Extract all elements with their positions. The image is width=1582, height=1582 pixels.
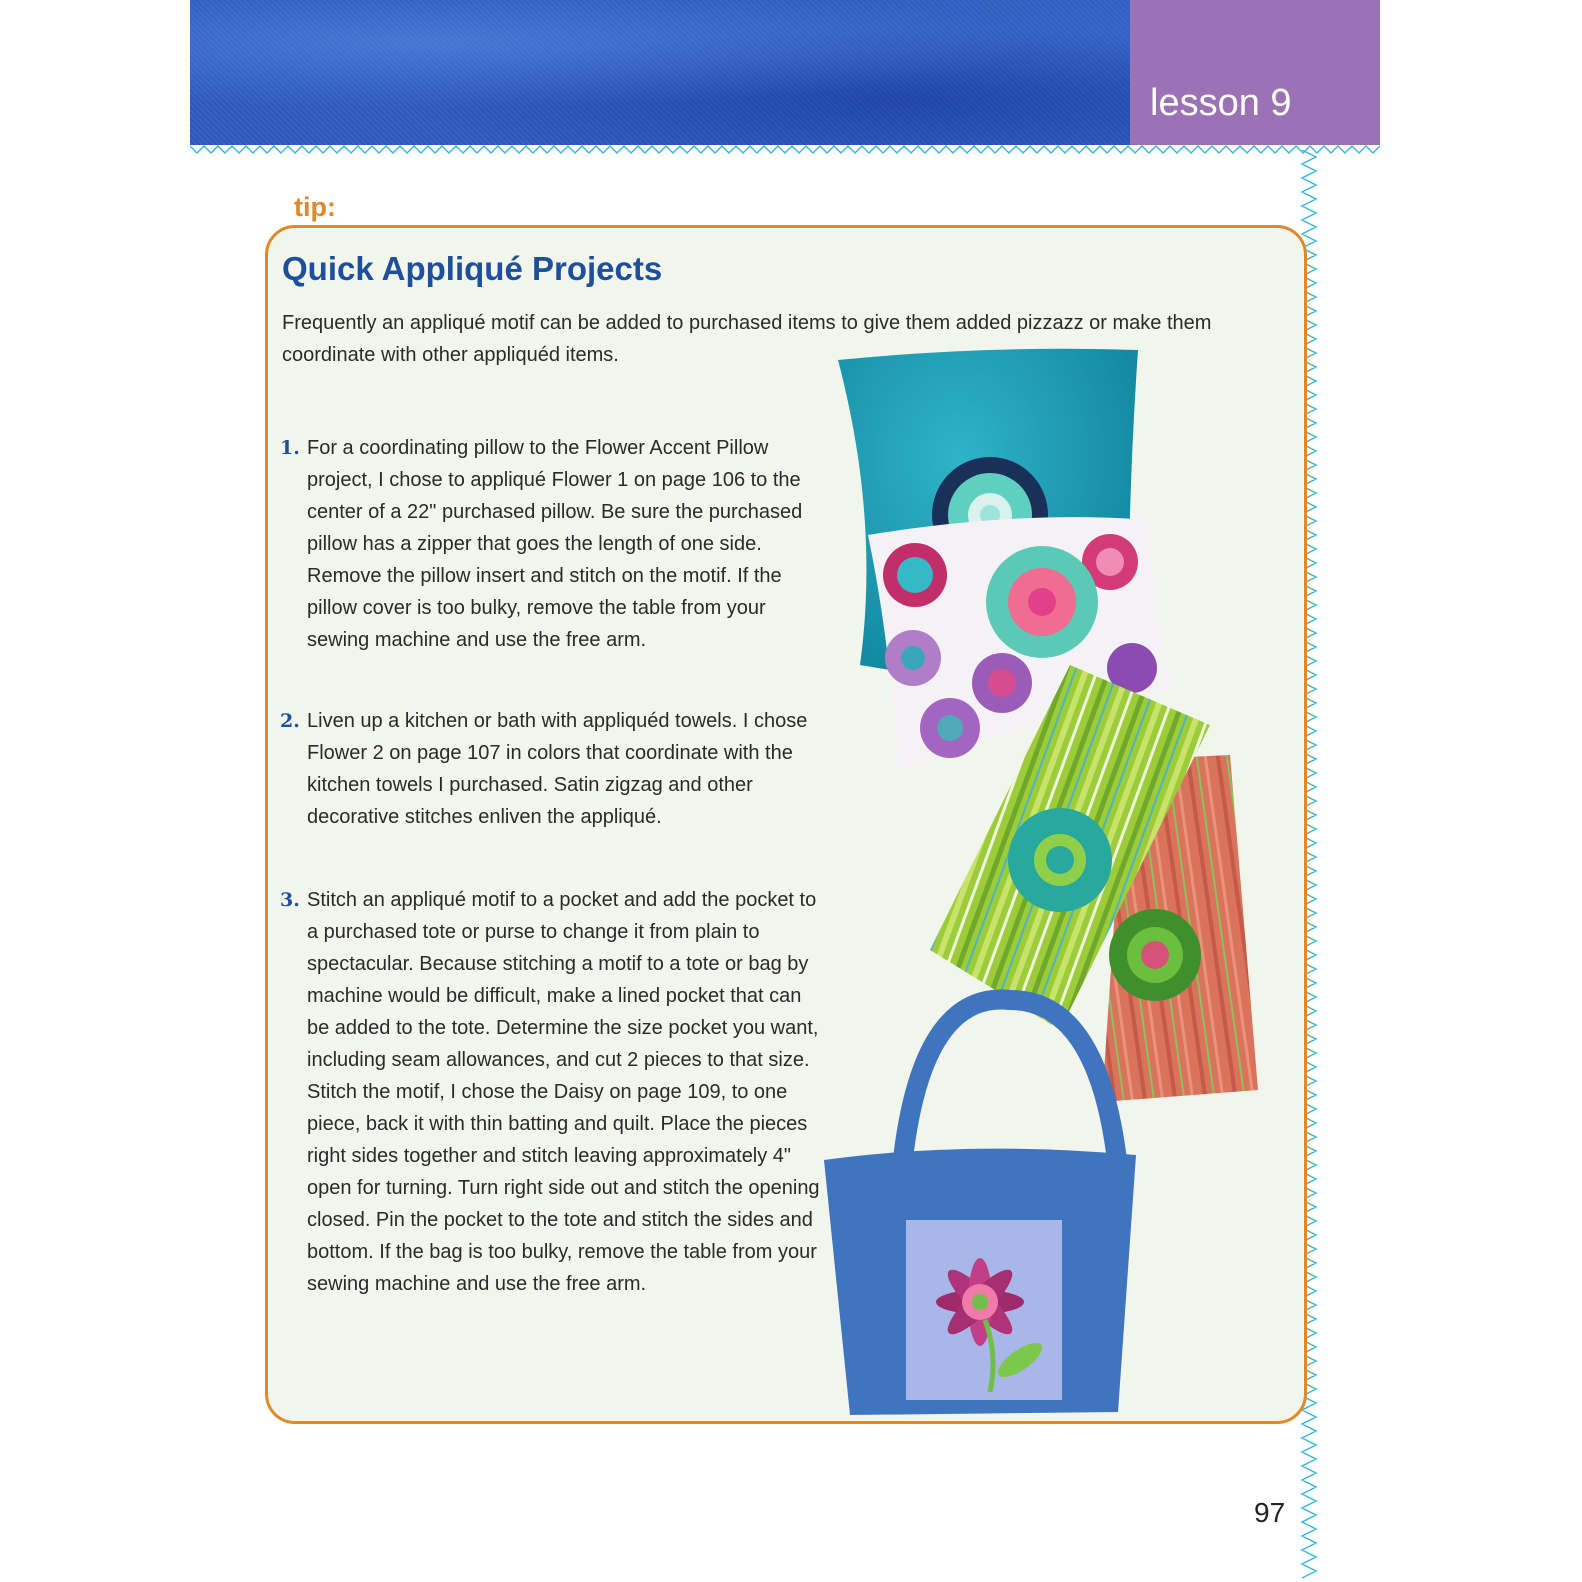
tote-bag [824, 1000, 1136, 1415]
step-number: 2. [280, 710, 300, 732]
zigzag-stitch-horizontal [190, 144, 1380, 156]
tip-label: tip: [294, 192, 336, 222]
step-text: Liven up a kitchen or bath with appliquéd towels. I chose Flower 2 on page 107 in colors that coordinate with the kitchen towels I purchased. Satin zigzag and other decorative stitches enliven the appliqué. [307, 710, 808, 828]
page-number: 97 [1254, 1497, 1286, 1528]
tip-title: Quick Appliqué Projects [282, 250, 663, 287]
step-text: Stitch an appliqué motif to a pocket and add the pocket to a purchased tote or purse to change it from plain to spectacular. Because stitching a motif to a tote or bag by machine would be difficult, make a lined pocket that can be added to the tote. Determine the size pocket you want, including seam allowances, and cut 2 pieces to that size. Stitch the motif, I chose the Daisy on page 109, to one piece, back it with thin batting and quilt. Place the pieces right sides together and stitch leaving approximately 4" open for turning. Turn right side out and stitch the opening closed. Pin the pocket to the tote and stitch the sides and bottom. If the bag is too bulky, remove the table from your sewing machine and use the free arm. [307, 889, 820, 1295]
lesson-label: lesson 9 [1150, 82, 1292, 124]
step-text: For a coordinating pillow to the Flower Accent Pillow project, I chose to appliqué Flower 1 on page 106 to the center of a 22" purchased pillow. Be sure the purchased pillow has a zipper that goes the length of one side. Remove the pillow insert and stitch on the motif. If the pillow cover is too bulky, remove the table from your sewing machine and use the free arm. [307, 437, 803, 651]
step-number: 3. [280, 889, 300, 911]
tip-intro: Frequently an appliqué motif can be added to purchased items to give them added pizzazz or make them coordinate with other appliquéd items. [282, 312, 1212, 366]
projects-photo [820, 340, 1270, 1420]
step-number: 1. [280, 437, 300, 459]
